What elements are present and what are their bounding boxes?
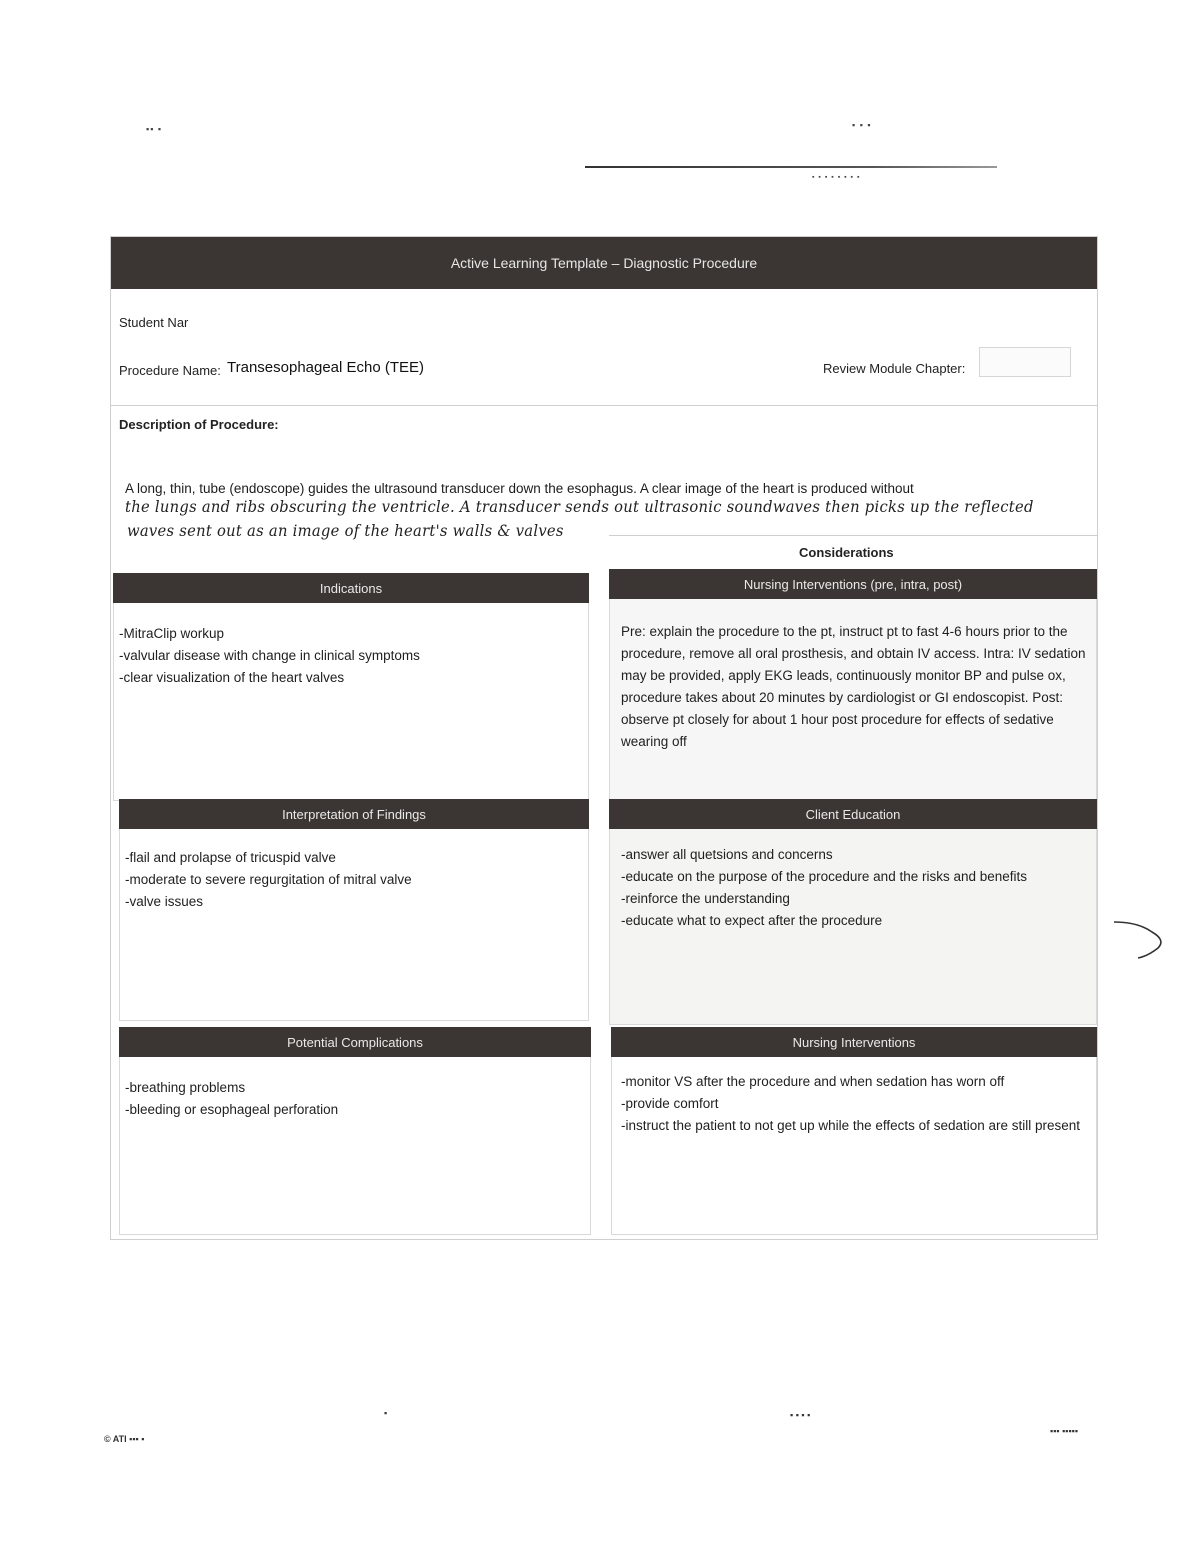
procedure-name-value: Transesophageal Echo (TEE) — [227, 359, 425, 376]
nursing-interventions-ppp-text — [621, 621, 1091, 753]
client-education-header: Client Education — [609, 799, 1097, 829]
nursing-interventions-ppp-header: Nursing Interventions (pre, intra, post) — [609, 569, 1097, 599]
procedure-name-label: Procedure Name: — [119, 363, 221, 378]
list-item: -MitraClip workup — [119, 626, 225, 641]
footer-center-right: ▪ ▪ ▪ ▪ — [790, 1410, 811, 1420]
pen-mark-icon — [1108, 908, 1172, 964]
nursing-interventions-header: Nursing Interventions — [611, 1027, 1097, 1057]
review-module-field[interactable] — [979, 347, 1071, 377]
scan-mark-right: ▪ ▪ ▪ — [852, 120, 872, 130]
paragraph: Pre: explain the procedure to the pt, instruct pt to fast 4-6 hours prior to the procedure, remove all oral prosthesis, and obtain IV access. Intra: IV sedation may be provided, apply EKG leads, continuously monitor BP and pulse ox, procedure takes about 20 minutes by cardiologist or GI endoscopist. Post: observe pt closely for about 1 hour post procedure for effects of sedative wearing off — [621, 624, 1086, 749]
list-item: -moderate to severe regurgitation of mitral valve — [125, 872, 412, 887]
list-item: -clear visualization of the heart valves — [119, 670, 345, 685]
review-module-label: Review Module Chapter: — [823, 361, 966, 376]
considerations-label: Considerations — [799, 545, 894, 560]
client-education-list — [621, 844, 1061, 932]
list-item: -educate what to expect after the procedure — [621, 913, 883, 928]
considerations-divider — [609, 535, 1097, 536]
form-sheet — [110, 236, 1098, 1240]
list-item: -provide comfort — [621, 1096, 719, 1111]
list-item: -educate on the purpose of the procedure and the risks and benefits — [621, 869, 1028, 884]
complications-list — [125, 1077, 338, 1121]
scan-mark-under-rule: ▪ ▪ ▪ ▪ ▪ ▪ ▪ ▪ — [812, 174, 861, 181]
description-handwritten-line-2: waves sent out as an image of the heart's walls & valves — [127, 521, 564, 540]
form-title: Active Learning Template – Diagnostic Procedure — [111, 237, 1097, 289]
interpretation-list — [125, 847, 412, 913]
list-item: -flail and prolapse of tricuspid valve — [125, 850, 336, 865]
indications-list — [119, 623, 420, 689]
description-typed-text: A long, thin, tube (endoscope) guides the ultrasound transducer down the esophagus. A clear image of the heart is produced without — [125, 481, 914, 496]
indications-header: Indications — [113, 573, 589, 603]
footer-right: ▪▪▪ ▪▪▪▪▪ — [1050, 1426, 1079, 1436]
description-handwritten-line-1: the lungs and ribs obscuring the ventricle. A transducer sends out ultrasonic soundwaves then picks up the reflected — [125, 497, 1034, 516]
list-item: -instruct the patient to not get up while the effects of sedation are still present — [621, 1118, 1081, 1133]
list-item: -reinforce the understanding — [621, 891, 790, 906]
list-item: -answer all quetsions and concerns — [621, 847, 833, 862]
complications-header: Potential Complications — [119, 1027, 591, 1057]
divider — [111, 405, 1097, 406]
list-item: -valve issues — [125, 894, 204, 909]
footer-center: ▪ — [384, 1408, 388, 1418]
nursing-interventions-list — [621, 1071, 1091, 1137]
complications-box — [119, 1027, 591, 1235]
interpretation-header: Interpretation of Findings — [119, 799, 589, 829]
scan-mark-left: ▪▪ ▪ — [146, 124, 163, 134]
student-name-label: Student Nar — [119, 315, 189, 330]
list-item: -bleeding or esophageal perforation — [125, 1102, 339, 1117]
footer-left: © ATI ▪▪▪ ▪ — [104, 1434, 145, 1444]
list-item: -valvular disease with change in clinical symptoms — [119, 648, 420, 663]
list-item: -monitor VS after the procedure and when sedation has worn off — [621, 1074, 1005, 1089]
description-label: Description of Procedure: — [119, 417, 279, 432]
list-item: -breathing problems — [125, 1080, 246, 1095]
header-rule — [585, 166, 997, 168]
